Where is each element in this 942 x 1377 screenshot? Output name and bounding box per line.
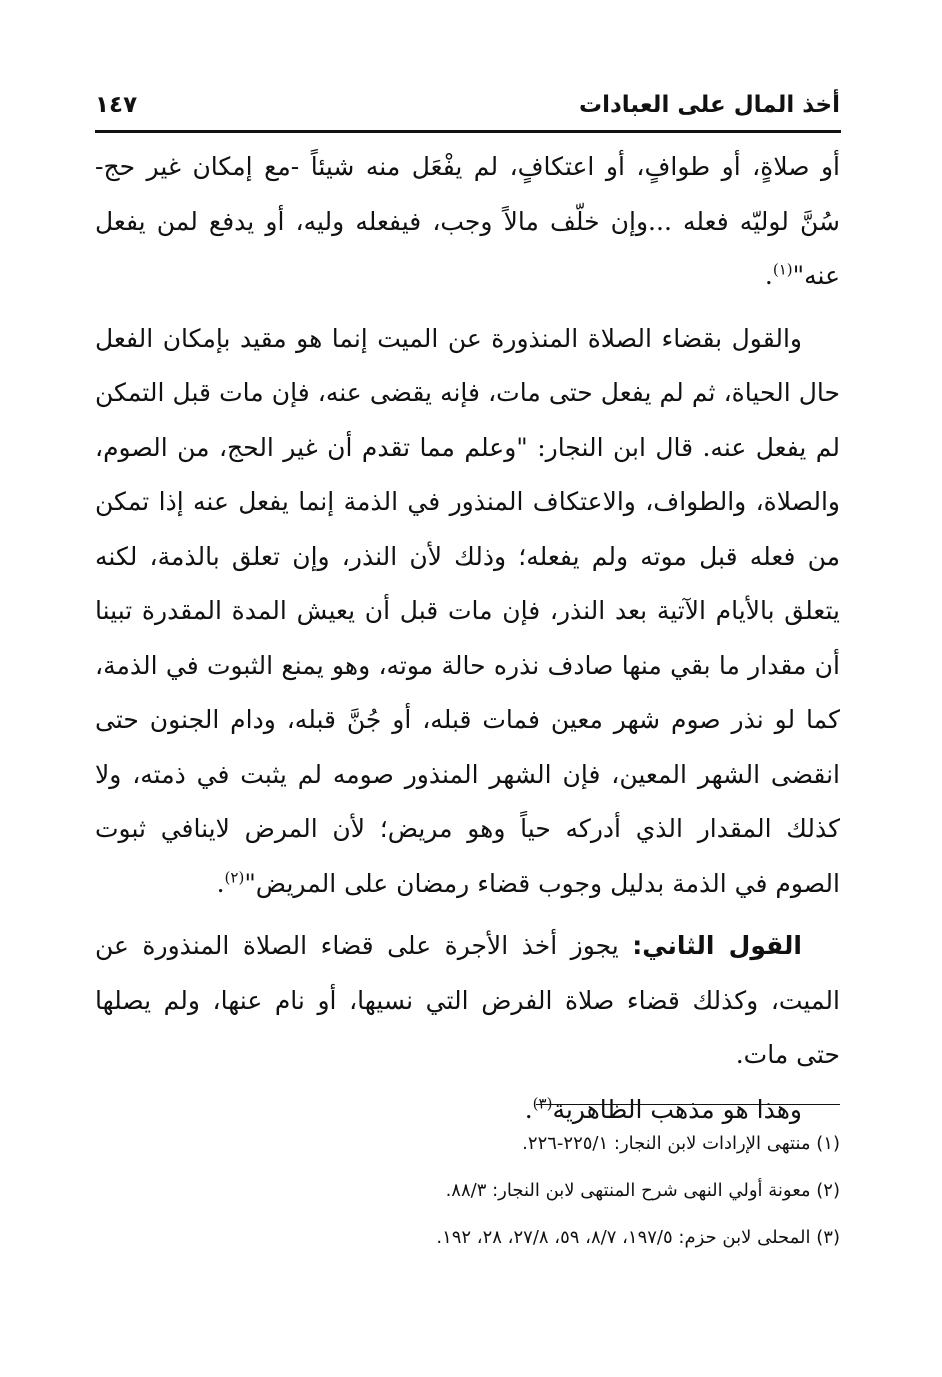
footnote-ref-2: (٢) (224, 868, 245, 887)
footnote-item: (٢) معونة أولي النهى شرح المنتهى لابن النجار: ٨٨/٣. (445, 1180, 840, 1201)
header-divider (95, 130, 841, 133)
paragraph-zahiri: وهذا هو مذهب الظاهرية$^{(٣)}$. (524, 1094, 802, 1124)
page-number: ١٤٧ (95, 92, 138, 118)
footnotes (95, 1120, 840, 1261)
main-text (95, 140, 840, 1137)
section-lead: القول الثاني: (632, 931, 803, 960)
page-header (95, 84, 840, 126)
footnote-item: (١) منتهى الإرادات لابن النجار: ٢٢٥/١-٢٢٦. (522, 1133, 840, 1154)
footnote-ref-3: (٣) (532, 1094, 553, 1113)
footnote-divider (536, 1104, 840, 1105)
paragraph-quote-continuation: أو صلاةٍ، أو طوافٍ، أو اعتكافٍ، لم يفْعَل منه شيئاً -مع إمكان غير حج- سُنَّ لوليّه فعله ...وإن خلّف مالاً وجب، فيفعله وليه، أو يدفع لمن يفعل عنه"$^{(١)}$. (95, 152, 840, 290)
footnote-item: (٣) المحلى لابن حزم: ١٩٧/٥، ٨/٧، ٥٩، ٢٧/٨، ٢٨، ١٩٢. (436, 1227, 840, 1248)
running-title: أخذ المال على العبادات (579, 92, 840, 118)
paragraph-ibn-najjar: والقول بقضاء الصلاة المنذورة عن الميت إنما هو مقيد بإمكان الفعل حال الحياة، ثم لم يفعل حتى مات، فإنه يقضى عنه، فإن مات قبل التمكن لم يفعل عنه. قال ابن النجار: "وعلم مما تقدم أن غير الحج، من الصوم، والصلاة، والطواف، والاعتكاف المنذور في الذمة إنما يفعل عنه إذا تمكن من فعله قبل موته ولم يفعله؛ وذلك لأن النذر، وإن تعلق بالذمة، لكنه يتعلق بالأيام الآتية بعد النذر، فإن مات قبل أن يعيش المدة المقدرة تبينا أن مقدار ما بقي منها صادف نذره حالة موته، وهو يمنع الثبوت في الذمة، كما لو نذر صوم شهر معين فمات قبله، أو جُنَّ قبله، ودام الجنون حتى انقضى الشهر المعين، فإن الشهر المنذور صومه لم يثبت في ذمته، ولا كذلك المقدار الذي أدركه حياً وهو مريض؛ لأن المرض لاينافي ثبوت الصوم في الذمة بدليل وجوب قضاء رمضان على المريض"$^{(٢)}$. (95, 323, 840, 898)
paragraph-second-opinion: القول الثاني: يجوز أخذ الأجرة على قضاء الصلاة المنذورة عن الميت، وكذلك قضاء صلاة الفرض التي نسيها، أو نام عنها، ولم يصلها حتى مات. (95, 931, 840, 1069)
footnote-ref-1: (١) (772, 260, 793, 279)
